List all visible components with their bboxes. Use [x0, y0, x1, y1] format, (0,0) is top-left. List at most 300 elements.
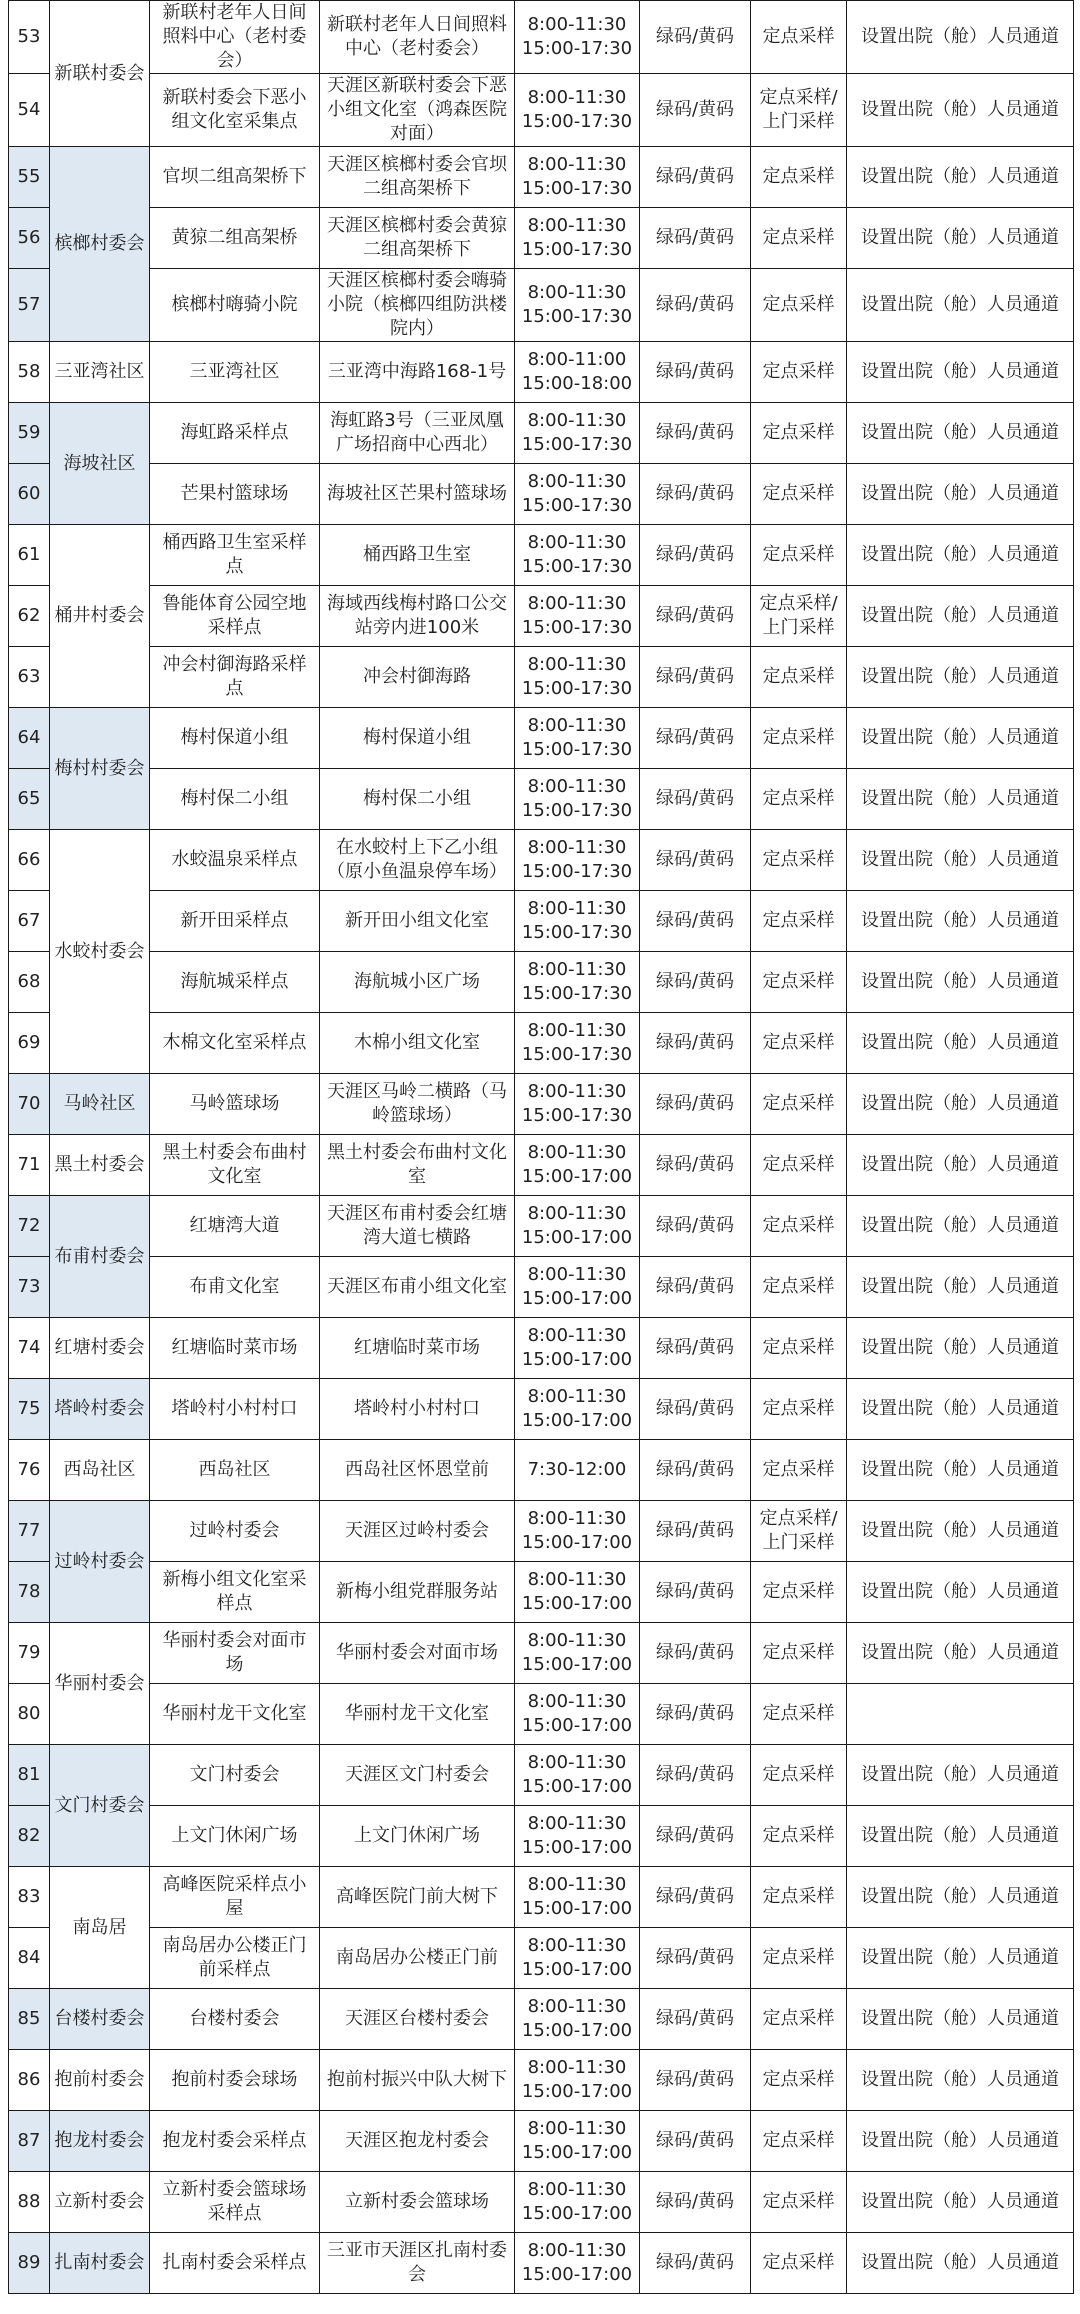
health-code-cell: 绿码/黄码 [640, 1, 751, 74]
sampling-point-cell: 台楼村委会 [150, 1989, 320, 2050]
sampling-point-cell: 布甫文化室 [150, 1257, 320, 1318]
table-row [9, 342, 1074, 403]
address-cell: 在水蛟村上下乙小组（原小鱼温泉停车场） [320, 830, 515, 891]
sampling-point-cell: 新联村老年人日间照料中心（老村委会） [150, 1, 320, 74]
hours-cell: 8:00-11:30 15:00-17:30 [515, 147, 640, 208]
health-code-cell: 绿码/黄码 [640, 708, 751, 769]
table-row [9, 1196, 1074, 1257]
address-cell: 天涯区布甫村委会红塘湾大道七横路 [320, 1196, 515, 1257]
sampling-point-cell: 红塘临时菜市场 [150, 1318, 320, 1379]
address-cell: 天涯区过岭村委会 [320, 1501, 515, 1562]
table-row [9, 147, 1074, 208]
table-row [9, 1257, 1074, 1318]
table-row [9, 1806, 1074, 1867]
sampling-point-cell: 海虹路采样点 [150, 403, 320, 464]
note-cell: 设置出院（舱）人员通道 [847, 525, 1074, 586]
village-cell: 三亚湾社区 [50, 342, 150, 403]
address-cell: 桶西路卫生室 [320, 525, 515, 586]
hours-cell: 8:00-11:30 15:00-17:30 [515, 74, 640, 147]
note-cell: 设置出院（舱）人员通道 [847, 830, 1074, 891]
sampling-mode-cell: 定点采样 [751, 2233, 847, 2294]
health-code-cell: 绿码/黄码 [640, 1989, 751, 2050]
table-row [9, 1318, 1074, 1379]
row-number-cell: 83 [9, 1867, 50, 1928]
sampling-mode-cell: 定点采样 [751, 1257, 847, 1318]
sampling-mode-cell: 定点采样 [751, 342, 847, 403]
row-number-cell: 53 [9, 1, 50, 74]
table-row [9, 1745, 1074, 1806]
health-code-cell: 绿码/黄码 [640, 952, 751, 1013]
note-cell: 设置出院（舱）人员通道 [847, 1135, 1074, 1196]
health-code-cell: 绿码/黄码 [640, 1257, 751, 1318]
health-code-cell: 绿码/黄码 [640, 769, 751, 830]
health-code-cell: 绿码/黄码 [640, 891, 751, 952]
table-row [9, 1135, 1074, 1196]
health-code-cell: 绿码/黄码 [640, 2233, 751, 2294]
hours-cell: 8:00-11:30 15:00-17:00 [515, 2172, 640, 2233]
hours-cell: 8:00-11:30 15:00-17:30 [515, 464, 640, 525]
address-cell: 华丽村委会对面市场 [320, 1623, 515, 1684]
note-cell: 设置出院（舱）人员通道 [847, 464, 1074, 525]
address-cell: 黑土村委会布曲村文化室 [320, 1135, 515, 1196]
sampling-mode-cell: 定点采样 [751, 464, 847, 525]
table-row [9, 1074, 1074, 1135]
sampling-mode-cell: 定点采样 [751, 1196, 847, 1257]
row-number-cell: 62 [9, 586, 50, 647]
sampling-mode-cell: 定点采样 [751, 208, 847, 269]
hours-cell: 8:00-11:30 15:00-17:30 [515, 647, 640, 708]
sampling-mode-cell: 定点采样 [751, 1562, 847, 1623]
sampling-point-cell: 新梅小组文化室采样点 [150, 1562, 320, 1623]
hours-cell: 8:00-11:30 15:00-17:30 [515, 586, 640, 647]
address-cell: 天涯区槟榔村委会黄猄二组高架桥下 [320, 208, 515, 269]
health-code-cell: 绿码/黄码 [640, 1318, 751, 1379]
health-code-cell: 绿码/黄码 [640, 2050, 751, 2111]
address-cell: 新开田小组文化室 [320, 891, 515, 952]
sampling-mode-cell: 定点采样 [751, 1684, 847, 1745]
hours-cell: 8:00-11:30 15:00-17:30 [515, 891, 640, 952]
row-number-cell: 70 [9, 1074, 50, 1135]
village-cell: 布甫村委会 [50, 1196, 150, 1318]
health-code-cell: 绿码/黄码 [640, 74, 751, 147]
note-cell: 设置出院（舱）人员通道 [847, 1440, 1074, 1501]
hours-cell: 8:00-11:30 15:00-17:00 [515, 2233, 640, 2294]
address-cell: 新联村老年人日间照料中心（老村委会） [320, 1, 515, 74]
hours-cell: 8:00-11:30 15:00-17:30 [515, 1013, 640, 1074]
sampling-mode-cell: 定点采样 [751, 891, 847, 952]
row-number-cell: 78 [9, 1562, 50, 1623]
sampling-point-cell: 西岛社区 [150, 1440, 320, 1501]
hours-cell: 8:00-11:30 15:00-17:00 [515, 1806, 640, 1867]
table-row [9, 464, 1074, 525]
note-cell: 设置出院（舱）人员通道 [847, 2111, 1074, 2172]
row-number-cell: 57 [9, 269, 50, 342]
health-code-cell: 绿码/黄码 [640, 1135, 751, 1196]
table-row [9, 769, 1074, 830]
table-row [9, 1013, 1074, 1074]
sampling-point-cell: 新开田采样点 [150, 891, 320, 952]
address-cell: 海坡社区芒果村篮球场 [320, 464, 515, 525]
note-cell: 设置出院（舱）人员通道 [847, 1318, 1074, 1379]
village-cell: 槟榔村委会 [50, 147, 150, 342]
sampling-mode-cell: 定点采样 [751, 1989, 847, 2050]
note-cell: 设置出院（舱）人员通道 [847, 1806, 1074, 1867]
hours-cell: 8:00-11:30 15:00-17:00 [515, 1928, 640, 1989]
hours-cell: 8:00-11:30 15:00-17:00 [515, 2050, 640, 2111]
note-cell: 设置出院（舱）人员通道 [847, 2172, 1074, 2233]
hours-cell: 8:00-11:30 15:00-17:30 [515, 769, 640, 830]
row-number-cell: 63 [9, 647, 50, 708]
row-number-cell: 75 [9, 1379, 50, 1440]
address-cell: 天涯区槟榔村委会嗨骑小院（槟榔四组防洪楼院内） [320, 269, 515, 342]
table-row [9, 1440, 1074, 1501]
village-cell: 桶井村委会 [50, 525, 150, 708]
row-number-cell: 89 [9, 2233, 50, 2294]
sampling-mode-cell: 定点采样 [751, 2050, 847, 2111]
address-cell: 冲会村御海路 [320, 647, 515, 708]
note-cell: 设置出院（舱）人员通道 [847, 1074, 1074, 1135]
row-number-cell: 80 [9, 1684, 50, 1745]
row-number-cell: 74 [9, 1318, 50, 1379]
sampling-mode-cell: 定点采样 [751, 1135, 847, 1196]
health-code-cell: 绿码/黄码 [640, 208, 751, 269]
health-code-cell: 绿码/黄码 [640, 647, 751, 708]
address-cell: 三亚湾中海路168-1号 [320, 342, 515, 403]
sampling-point-cell: 水蛟温泉采样点 [150, 830, 320, 891]
address-cell: 上文门休闲广场 [320, 1806, 515, 1867]
table-row [9, 1989, 1074, 2050]
row-number-cell: 81 [9, 1745, 50, 1806]
hours-cell: 8:00-11:00 15:00-18:00 [515, 342, 640, 403]
sampling-point-cell: 过岭村委会 [150, 1501, 320, 1562]
address-cell: 梅村保二小组 [320, 769, 515, 830]
sampling-mode-cell: 定点采样 [751, 2111, 847, 2172]
row-number-cell: 69 [9, 1013, 50, 1074]
health-code-cell: 绿码/黄码 [640, 269, 751, 342]
address-cell: 塔岭村小村村口 [320, 1379, 515, 1440]
village-cell: 过岭村委会 [50, 1501, 150, 1623]
health-code-cell: 绿码/黄码 [640, 403, 751, 464]
sampling-mode-cell: 定点采样 [751, 1074, 847, 1135]
village-cell: 华丽村委会 [50, 1623, 150, 1745]
health-code-cell: 绿码/黄码 [640, 586, 751, 647]
note-cell: 设置出院（舱）人员通道 [847, 269, 1074, 342]
sampling-mode-cell: 定点采样 [751, 525, 847, 586]
sampling-point-cell: 黑土村委会布曲村文化室 [150, 1135, 320, 1196]
sampling-point-cell: 新联村委会下恶小组文化室采集点 [150, 74, 320, 147]
sampling-mode-cell: 定点采样 [751, 769, 847, 830]
hours-cell: 8:00-11:30 15:00-17:00 [515, 1623, 640, 1684]
sampling-mode-cell: 定点采样 [751, 1013, 847, 1074]
sampling-point-cell: 木棉文化室采样点 [150, 1013, 320, 1074]
address-cell: 红塘临时菜市场 [320, 1318, 515, 1379]
note-cell: 设置出院（舱）人员通道 [847, 403, 1074, 464]
table-row [9, 952, 1074, 1013]
sampling-mode-cell: 定点采样 [751, 147, 847, 208]
note-cell: 设置出院（舱）人员通道 [847, 586, 1074, 647]
row-number-cell: 60 [9, 464, 50, 525]
village-cell: 红塘村委会 [50, 1318, 150, 1379]
sampling-mode-cell: 定点采样/上门采样 [751, 1501, 847, 1562]
sampling-mode-cell: 定点采样 [751, 1440, 847, 1501]
note-cell: 设置出院（舱）人员通道 [847, 1379, 1074, 1440]
hours-cell: 7:30-12:00 [515, 1440, 640, 1501]
note-cell: 设置出院（舱）人员通道 [847, 2050, 1074, 2111]
row-number-cell: 73 [9, 1257, 50, 1318]
note-cell: 设置出院（舱）人员通道 [847, 1013, 1074, 1074]
address-cell: 立新村委会篮球场 [320, 2172, 515, 2233]
hours-cell: 8:00-11:30 15:00-17:00 [515, 1562, 640, 1623]
address-cell: 海航城小区广场 [320, 952, 515, 1013]
row-number-cell: 76 [9, 1440, 50, 1501]
health-code-cell: 绿码/黄码 [640, 1623, 751, 1684]
row-number-cell: 68 [9, 952, 50, 1013]
hours-cell: 8:00-11:30 15:00-17:00 [515, 1135, 640, 1196]
sampling-point-cell: 南岛居办公楼正门前采样点 [150, 1928, 320, 1989]
table-row [9, 708, 1074, 769]
sampling-mode-cell: 定点采样 [751, 403, 847, 464]
note-cell: 设置出院（舱）人员通道 [847, 74, 1074, 147]
sampling-point-cell: 马岭篮球场 [150, 1074, 320, 1135]
note-cell: 设置出院（舱）人员通道 [847, 342, 1074, 403]
address-cell: 三亚市天涯区扎南村委会 [320, 2233, 515, 2294]
table-row [9, 2050, 1074, 2111]
sampling-point-cell: 高峰医院采样点小屋 [150, 1867, 320, 1928]
village-cell: 文门村委会 [50, 1745, 150, 1867]
village-cell: 新联村委会 [50, 1, 150, 147]
sampling-mode-cell: 定点采样 [751, 647, 847, 708]
table-row [9, 1379, 1074, 1440]
table-row [9, 2233, 1074, 2294]
sampling-mode-cell: 定点采样 [751, 1379, 847, 1440]
sampling-mode-cell: 定点采样 [751, 1928, 847, 1989]
health-code-cell: 绿码/黄码 [640, 1928, 751, 1989]
table-row [9, 1684, 1074, 1745]
health-code-cell: 绿码/黄码 [640, 1806, 751, 1867]
address-cell: 海域西线梅村路口公交站旁内进100米 [320, 586, 515, 647]
row-number-cell: 65 [9, 769, 50, 830]
note-cell [847, 1684, 1074, 1745]
row-number-cell: 61 [9, 525, 50, 586]
address-cell: 华丽村龙干文化室 [320, 1684, 515, 1745]
row-number-cell: 86 [9, 2050, 50, 2111]
village-cell: 扎南村委会 [50, 2233, 150, 2294]
row-number-cell: 55 [9, 147, 50, 208]
row-number-cell: 72 [9, 1196, 50, 1257]
village-cell: 抱前村委会 [50, 2050, 150, 2111]
village-cell: 马岭社区 [50, 1074, 150, 1135]
table-row [9, 647, 1074, 708]
hours-cell: 8:00-11:30 15:00-17:30 [515, 952, 640, 1013]
sampling-mode-cell: 定点采样 [751, 1318, 847, 1379]
hours-cell: 8:00-11:30 15:00-17:30 [515, 1074, 640, 1135]
village-cell: 塔岭村委会 [50, 1379, 150, 1440]
health-code-cell: 绿码/黄码 [640, 1379, 751, 1440]
table-row [9, 830, 1074, 891]
health-code-cell: 绿码/黄码 [640, 2111, 751, 2172]
note-cell: 设置出院（舱）人员通道 [847, 1928, 1074, 1989]
address-cell: 天涯区文门村委会 [320, 1745, 515, 1806]
table-row [9, 403, 1074, 464]
note-cell: 设置出院（舱）人员通道 [847, 1867, 1074, 1928]
village-cell: 海坡社区 [50, 403, 150, 525]
sampling-point-cell: 梅村保二小组 [150, 769, 320, 830]
note-cell: 设置出院（舱）人员通道 [847, 769, 1074, 830]
sampling-point-cell: 冲会村御海路采样点 [150, 647, 320, 708]
village-cell: 水蛟村委会 [50, 830, 150, 1074]
sampling-point-cell: 桶西路卫生室采样点 [150, 525, 320, 586]
sampling-point-cell: 抱前村委会球场 [150, 2050, 320, 2111]
row-number-cell: 64 [9, 708, 50, 769]
hours-cell: 8:00-11:30 15:00-17:00 [515, 1745, 640, 1806]
address-cell: 海虹路3号（三亚凤凰广场招商中心西北） [320, 403, 515, 464]
address-cell: 梅村保道小组 [320, 708, 515, 769]
table-row [9, 208, 1074, 269]
sampling-mode-cell: 定点采样 [751, 1745, 847, 1806]
note-cell: 设置出院（舱）人员通道 [847, 1623, 1074, 1684]
sampling-point-cell: 芒果村篮球场 [150, 464, 320, 525]
row-number-cell: 79 [9, 1623, 50, 1684]
note-cell: 设置出院（舱）人员通道 [847, 952, 1074, 1013]
note-cell: 设置出院（舱）人员通道 [847, 1196, 1074, 1257]
note-cell: 设置出院（舱）人员通道 [847, 208, 1074, 269]
hours-cell: 8:00-11:30 15:00-17:00 [515, 2111, 640, 2172]
address-cell: 天涯区马岭二横路（马岭篮球场） [320, 1074, 515, 1135]
address-cell: 抱前村振兴中队大树下 [320, 2050, 515, 2111]
sampling-point-cell: 三亚湾社区 [150, 342, 320, 403]
table-row [9, 525, 1074, 586]
sampling-point-cell: 华丽村委会对面市场 [150, 1623, 320, 1684]
address-cell: 天涯区新联村委会下恶小组文化室（鸿森医院对面） [320, 74, 515, 147]
hours-cell: 8:00-11:30 15:00-17:00 [515, 1379, 640, 1440]
address-cell: 天涯区槟榔村委会官坝二组高架桥下 [320, 147, 515, 208]
table-row [9, 1623, 1074, 1684]
sampling-point-cell: 上文门休闲广场 [150, 1806, 320, 1867]
sampling-point-cell: 官坝二组高架桥下 [150, 147, 320, 208]
table-row [9, 1501, 1074, 1562]
health-code-cell: 绿码/黄码 [640, 1501, 751, 1562]
sampling-point-cell: 海航城采样点 [150, 952, 320, 1013]
note-cell: 设置出院（舱）人员通道 [847, 1501, 1074, 1562]
row-number-cell: 59 [9, 403, 50, 464]
hours-cell: 8:00-11:30 15:00-17:30 [515, 525, 640, 586]
address-cell: 西岛社区怀恩堂前 [320, 1440, 515, 1501]
address-cell: 天涯区台楼村委会 [320, 1989, 515, 2050]
village-cell: 抱龙村委会 [50, 2111, 150, 2172]
sampling-mode-cell: 定点采样 [751, 1806, 847, 1867]
table-row [9, 891, 1074, 952]
note-cell: 设置出院（舱）人员通道 [847, 1, 1074, 74]
sampling-mode-cell: 定点采样/上门采样 [751, 586, 847, 647]
sampling-point-cell: 塔岭村小村村口 [150, 1379, 320, 1440]
row-number-cell: 56 [9, 208, 50, 269]
address-cell: 天涯区布甫小组文化室 [320, 1257, 515, 1318]
health-code-cell: 绿码/黄码 [640, 1684, 751, 1745]
sampling-point-cell: 梅村保道小组 [150, 708, 320, 769]
sampling-mode-cell: 定点采样 [751, 830, 847, 891]
hours-cell: 8:00-11:30 15:00-17:00 [515, 1318, 640, 1379]
row-number-cell: 88 [9, 2172, 50, 2233]
health-code-cell: 绿码/黄码 [640, 525, 751, 586]
health-code-cell: 绿码/黄码 [640, 1074, 751, 1135]
note-cell: 设置出院（舱）人员通道 [847, 147, 1074, 208]
hours-cell: 8:00-11:30 15:00-17:30 [515, 403, 640, 464]
note-cell: 设置出院（舱）人员通道 [847, 1257, 1074, 1318]
hours-cell: 8:00-11:30 15:00-17:00 [515, 1867, 640, 1928]
health-code-cell: 绿码/黄码 [640, 1562, 751, 1623]
note-cell: 设置出院（舱）人员通道 [847, 891, 1074, 952]
sampling-points-table [8, 0, 1074, 2294]
sampling-mode-cell: 定点采样 [751, 1867, 847, 1928]
note-cell: 设置出院（舱）人员通道 [847, 2233, 1074, 2294]
row-number-cell: 71 [9, 1135, 50, 1196]
sampling-mode-cell: 定点采样 [751, 1, 847, 74]
sampling-mode-cell: 定点采样 [751, 269, 847, 342]
row-number-cell: 54 [9, 74, 50, 147]
health-code-cell: 绿码/黄码 [640, 342, 751, 403]
sampling-point-cell: 华丽村龙干文化室 [150, 1684, 320, 1745]
table-row [9, 2111, 1074, 2172]
hours-cell: 8:00-11:30 15:00-17:30 [515, 708, 640, 769]
health-code-cell: 绿码/黄码 [640, 1867, 751, 1928]
address-cell: 新梅小组党群服务站 [320, 1562, 515, 1623]
hours-cell: 8:00-11:30 15:00-17:30 [515, 269, 640, 342]
row-number-cell: 82 [9, 1806, 50, 1867]
note-cell: 设置出院（舱）人员通道 [847, 708, 1074, 769]
hours-cell: 8:00-11:30 15:00-17:00 [515, 1684, 640, 1745]
row-number-cell: 58 [9, 342, 50, 403]
village-cell: 西岛社区 [50, 1440, 150, 1501]
sampling-point-cell: 黄猄二组高架桥 [150, 208, 320, 269]
row-number-cell: 84 [9, 1928, 50, 1989]
sampling-mode-cell: 定点采样/上门采样 [751, 74, 847, 147]
table-row [9, 1867, 1074, 1928]
sampling-point-cell: 槟榔村嗨骑小院 [150, 269, 320, 342]
sampling-point-cell: 文门村委会 [150, 1745, 320, 1806]
table-body [9, 1, 1074, 2294]
sampling-point-cell: 扎南村委会采样点 [150, 2233, 320, 2294]
table-row [9, 1, 1074, 74]
note-cell: 设置出院（舱）人员通道 [847, 647, 1074, 708]
village-cell: 台楼村委会 [50, 1989, 150, 2050]
sampling-mode-cell: 定点采样 [751, 708, 847, 769]
health-code-cell: 绿码/黄码 [640, 830, 751, 891]
village-cell: 黑土村委会 [50, 1135, 150, 1196]
table-row [9, 269, 1074, 342]
address-cell: 南岛居办公楼正门前 [320, 1928, 515, 1989]
note-cell: 设置出院（舱）人员通道 [847, 1989, 1074, 2050]
hours-cell: 8:00-11:30 15:00-17:00 [515, 1196, 640, 1257]
row-number-cell: 85 [9, 1989, 50, 2050]
address-cell: 高峰医院门前大树下 [320, 1867, 515, 1928]
note-cell: 设置出院（舱）人员通道 [847, 1562, 1074, 1623]
table-row [9, 1562, 1074, 1623]
hours-cell: 8:00-11:30 15:00-17:00 [515, 1989, 640, 2050]
address-cell: 木棉小组文化室 [320, 1013, 515, 1074]
row-number-cell: 66 [9, 830, 50, 891]
health-code-cell: 绿码/黄码 [640, 2172, 751, 2233]
hours-cell: 8:00-11:30 15:00-17:30 [515, 1, 640, 74]
table-row [9, 74, 1074, 147]
health-code-cell: 绿码/黄码 [640, 1013, 751, 1074]
sampling-point-cell: 鲁能体育公园空地采样点 [150, 586, 320, 647]
village-cell: 南岛居 [50, 1867, 150, 1989]
hours-cell: 8:00-11:30 15:00-17:30 [515, 830, 640, 891]
note-cell: 设置出院（舱）人员通道 [847, 1745, 1074, 1806]
sampling-point-cell: 立新村委会篮球场采样点 [150, 2172, 320, 2233]
row-number-cell: 87 [9, 2111, 50, 2172]
health-code-cell: 绿码/黄码 [640, 1440, 751, 1501]
